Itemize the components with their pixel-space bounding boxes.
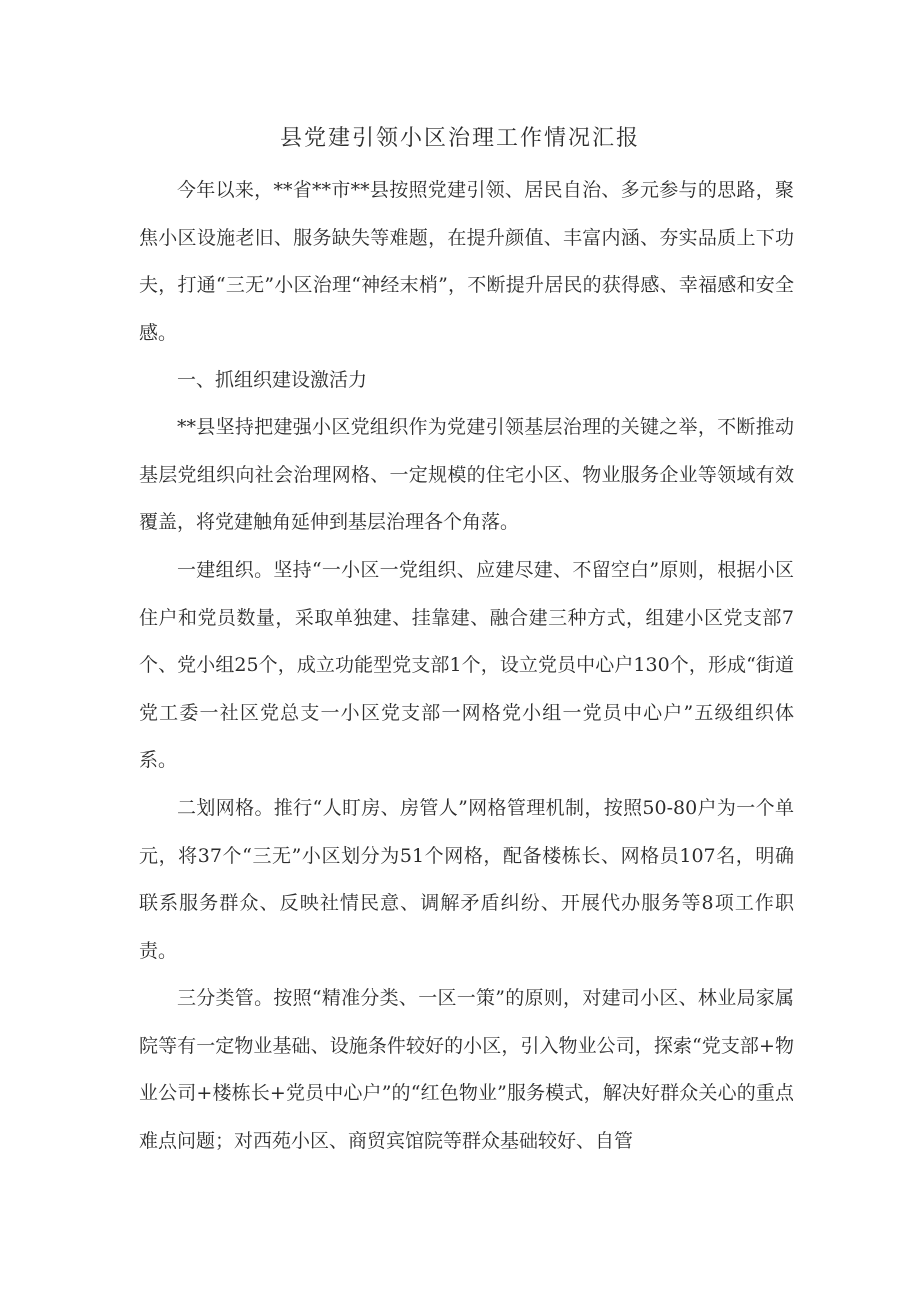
grid-division-paragraph: 二划网格。推行“人盯房、房管人”网格管理机制，按照50-80户为一个单元，将37个“三无”小区划分为51个网格，配备楼栋长、网格员107名，明确联系服务群众、反映社情民意、调解矛盾纠纷、开展代办服务等8项工作职责。 — [139, 797, 794, 962]
intro-paragraph: 今年以来，**省**市**县按照党建引领、居民自治、多元参与的思路，聚焦小区设施老旧、服务缺失等难题，在提升颜值、丰富内涵、夯实品质上下功夫，打通“三无”小区治理“神经末梢”，不断提升居民的获得感、幸福感和安全感。 — [139, 179, 794, 344]
section-1-paragraph: **县坚持把建强小区党组织作为党建引领基层治理的关键之举，不断推动基层党组织向社会治理网格、一定规模的住宅小区、物业服务企业等领域有效覆盖，将党建触角延伸到基层治理各个角落。 — [139, 416, 794, 533]
document-title: 县党建引领小区治理工作情况汇报 — [279, 126, 640, 151]
section-heading-1: 一、抓组织建设激活力 — [177, 369, 368, 391]
build-organization-paragraph: 一建组织。坚持“一小区一党组织、应建尽建、不留空白”原则，根据小区住户和党员数量，采取单独建、挂靠建、融合建三种方式，组建小区党支部7个、党小组25个，成立功能型党支部1个，设立党员中心户130个，形成“街道党工委一社区党总支一小区党支部一网格党小组一党员中心户”五级组织体系。 — [139, 559, 794, 771]
classified-management-paragraph: 三分类管。按照“精准分类、一区一策”的原则，对建司小区、林业局家属院等有一定物业基础、设施条件较好的小区，引入物业公司，探索“党支部+物业公司+楼栋长+党员中心户”的“红色物业”服务模式，解决好群众关心的重点难点问题；对西苑小区、商贸宾馆院等群众基础较好、自管 — [139, 987, 794, 1152]
